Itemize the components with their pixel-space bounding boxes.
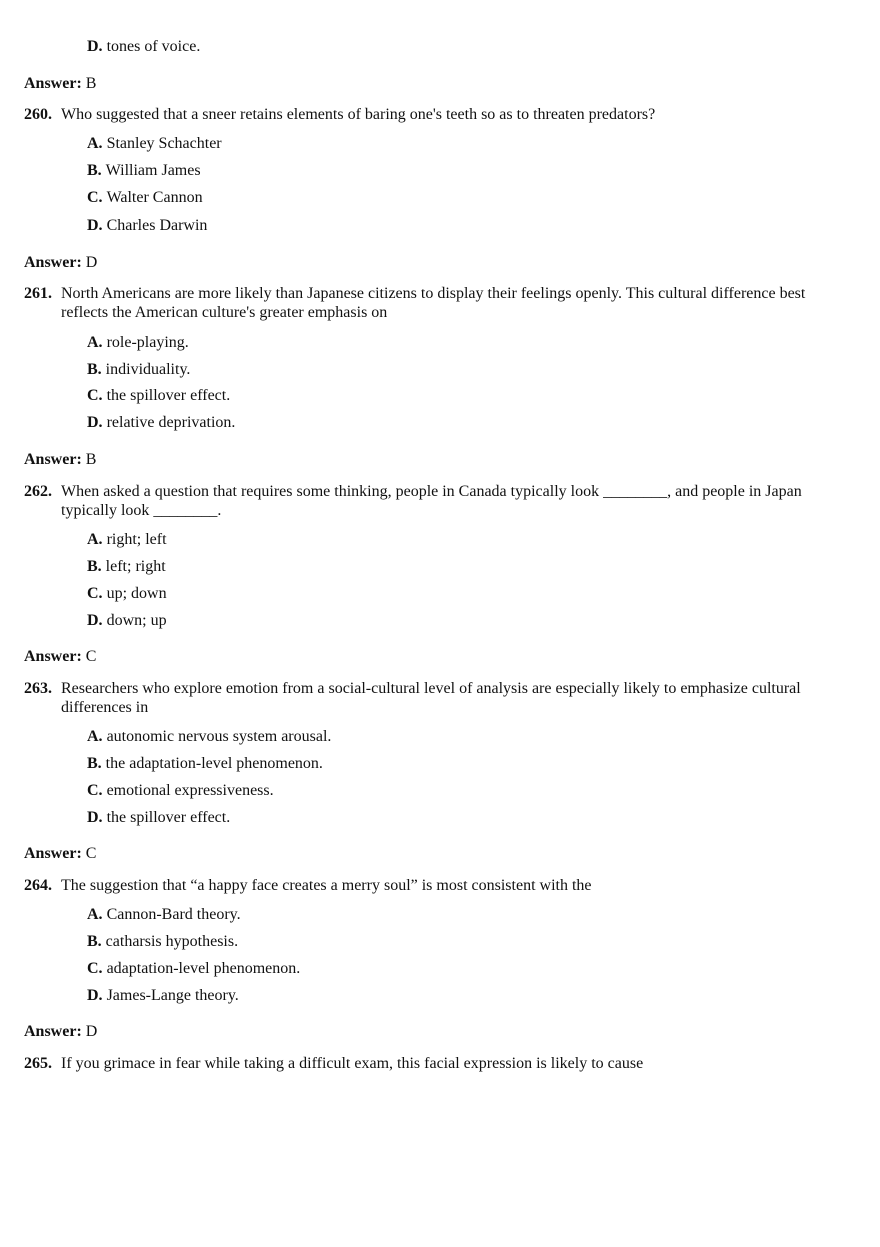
option-text: the spillover effect. — [106, 387, 231, 404]
question-number: 262. — [24, 483, 52, 500]
option-text: the adaptation-level phenomenon. — [105, 755, 323, 772]
option-letter: C. — [87, 585, 103, 602]
option-263-d — [87, 808, 230, 828]
option-263-c — [87, 781, 274, 801]
answer-value: C — [85, 648, 97, 665]
answer-label: Answer: — [24, 845, 82, 862]
option-264-c — [87, 959, 300, 979]
answer-label: Answer: — [24, 75, 82, 92]
question-text: Researchers who explore emotion from a social-cultural level of analysis are especially likely to emphasize cultural differences in — [61, 680, 801, 716]
option-letter: C. — [87, 387, 103, 404]
option-letter: D. — [87, 217, 103, 234]
option-261-c — [87, 386, 230, 406]
question-text: Who suggested that a sneer retains elements of baring one's teeth so as to threaten predators? — [61, 106, 656, 123]
option-text: the spillover effect. — [106, 809, 231, 826]
question-264 — [24, 876, 854, 895]
option-text: individuality. — [105, 361, 191, 378]
option-text: Walter Cannon — [106, 189, 203, 206]
option-262-d — [87, 611, 167, 631]
question-text: North Americans are more likely than Japanese citizens to display their feelings openly. This cultural difference best reflects the American culture's greater emphasis on — [61, 285, 806, 321]
option-letter: B. — [87, 933, 102, 950]
option-261-a — [87, 333, 189, 353]
option-text: autonomic nervous system arousal. — [106, 728, 332, 745]
question-text: The suggestion that “a happy face creates a merry soul” is most consistent with the — [61, 877, 592, 894]
question-262 — [24, 482, 854, 520]
option-text: adaptation-level phenomenon. — [106, 960, 301, 977]
option-letter: B. — [87, 361, 102, 378]
option-261-d — [87, 413, 235, 433]
option-262-b — [87, 557, 166, 577]
question-number: 264. — [24, 877, 52, 894]
option-letter: B. — [87, 558, 102, 575]
option-263-b — [87, 754, 323, 774]
answer-value: D — [85, 254, 98, 271]
option-text: Charles Darwin — [106, 217, 208, 234]
option-260-d — [87, 216, 207, 236]
answer-261 — [24, 450, 96, 470]
question-number: 260. — [24, 106, 52, 123]
answer-263 — [24, 844, 96, 864]
option-letter: D. — [87, 987, 103, 1004]
question-261 — [24, 284, 854, 322]
answer-value: C — [85, 845, 97, 862]
option-264-d — [87, 986, 239, 1006]
option-text: Stanley Schachter — [106, 135, 222, 152]
option-text: catharsis hypothesis. — [105, 933, 239, 950]
option-letter: A. — [87, 334, 103, 351]
answer-label: Answer: — [24, 451, 82, 468]
option-letter: B. — [87, 755, 102, 772]
option-letter: D. — [87, 612, 103, 629]
answer-264 — [24, 1022, 97, 1042]
answer-label: Answer: — [24, 648, 82, 665]
answer-label: Answer: — [24, 254, 82, 271]
question-number: 261. — [24, 285, 52, 302]
answer-label: Answer: — [24, 1023, 82, 1040]
answer-value: D — [85, 1023, 98, 1040]
question-260 — [24, 105, 854, 124]
option-letter: A. — [87, 906, 103, 923]
option-text: William James — [105, 162, 201, 179]
option-260-b — [87, 161, 201, 181]
option-text: up; down — [106, 585, 167, 602]
option-text: role-playing. — [106, 334, 189, 351]
answer-line — [24, 74, 96, 94]
option-fragment — [87, 37, 200, 57]
question-number: 265. — [24, 1055, 52, 1072]
question-text: If you grimace in fear while taking a difficult exam, this facial expression is likely to cause — [61, 1055, 644, 1072]
option-letter: A. — [87, 531, 103, 548]
answer-value: B — [85, 75, 97, 92]
option-264-a — [87, 905, 241, 925]
option-letter: C. — [87, 782, 103, 799]
question-263 — [24, 679, 854, 717]
option-text: left; right — [105, 558, 166, 575]
answer-value: B — [85, 451, 97, 468]
option-text: down; up — [106, 612, 167, 629]
option-text: relative deprivation. — [106, 414, 236, 431]
option-letter: A. — [87, 135, 103, 152]
option-262-a — [87, 530, 167, 550]
option-letter: D. — [87, 809, 103, 826]
question-265 — [24, 1054, 854, 1073]
option-text: tones of voice. — [106, 38, 201, 55]
answer-262 — [24, 647, 96, 667]
option-260-c — [87, 188, 203, 208]
option-261-b — [87, 360, 190, 380]
option-263-a — [87, 727, 331, 747]
option-text: right; left — [106, 531, 167, 548]
option-letter: C. — [87, 189, 103, 206]
question-text: When asked a question that requires some thinking, people in Canada typically look ________, and people in Japan typically look ________. — [61, 483, 802, 519]
option-text: James-Lange theory. — [106, 987, 239, 1004]
option-262-c — [87, 584, 167, 604]
option-letter: A. — [87, 728, 103, 745]
option-letter: D. — [87, 414, 103, 431]
option-text: emotional expressiveness. — [106, 782, 274, 799]
option-letter: B. — [87, 162, 102, 179]
option-text: Cannon-Bard theory. — [106, 906, 241, 923]
option-letter: D. — [87, 38, 103, 55]
question-number: 263. — [24, 680, 52, 697]
option-letter: C. — [87, 960, 103, 977]
option-260-a — [87, 134, 222, 154]
option-264-b — [87, 932, 238, 952]
answer-260 — [24, 253, 97, 273]
